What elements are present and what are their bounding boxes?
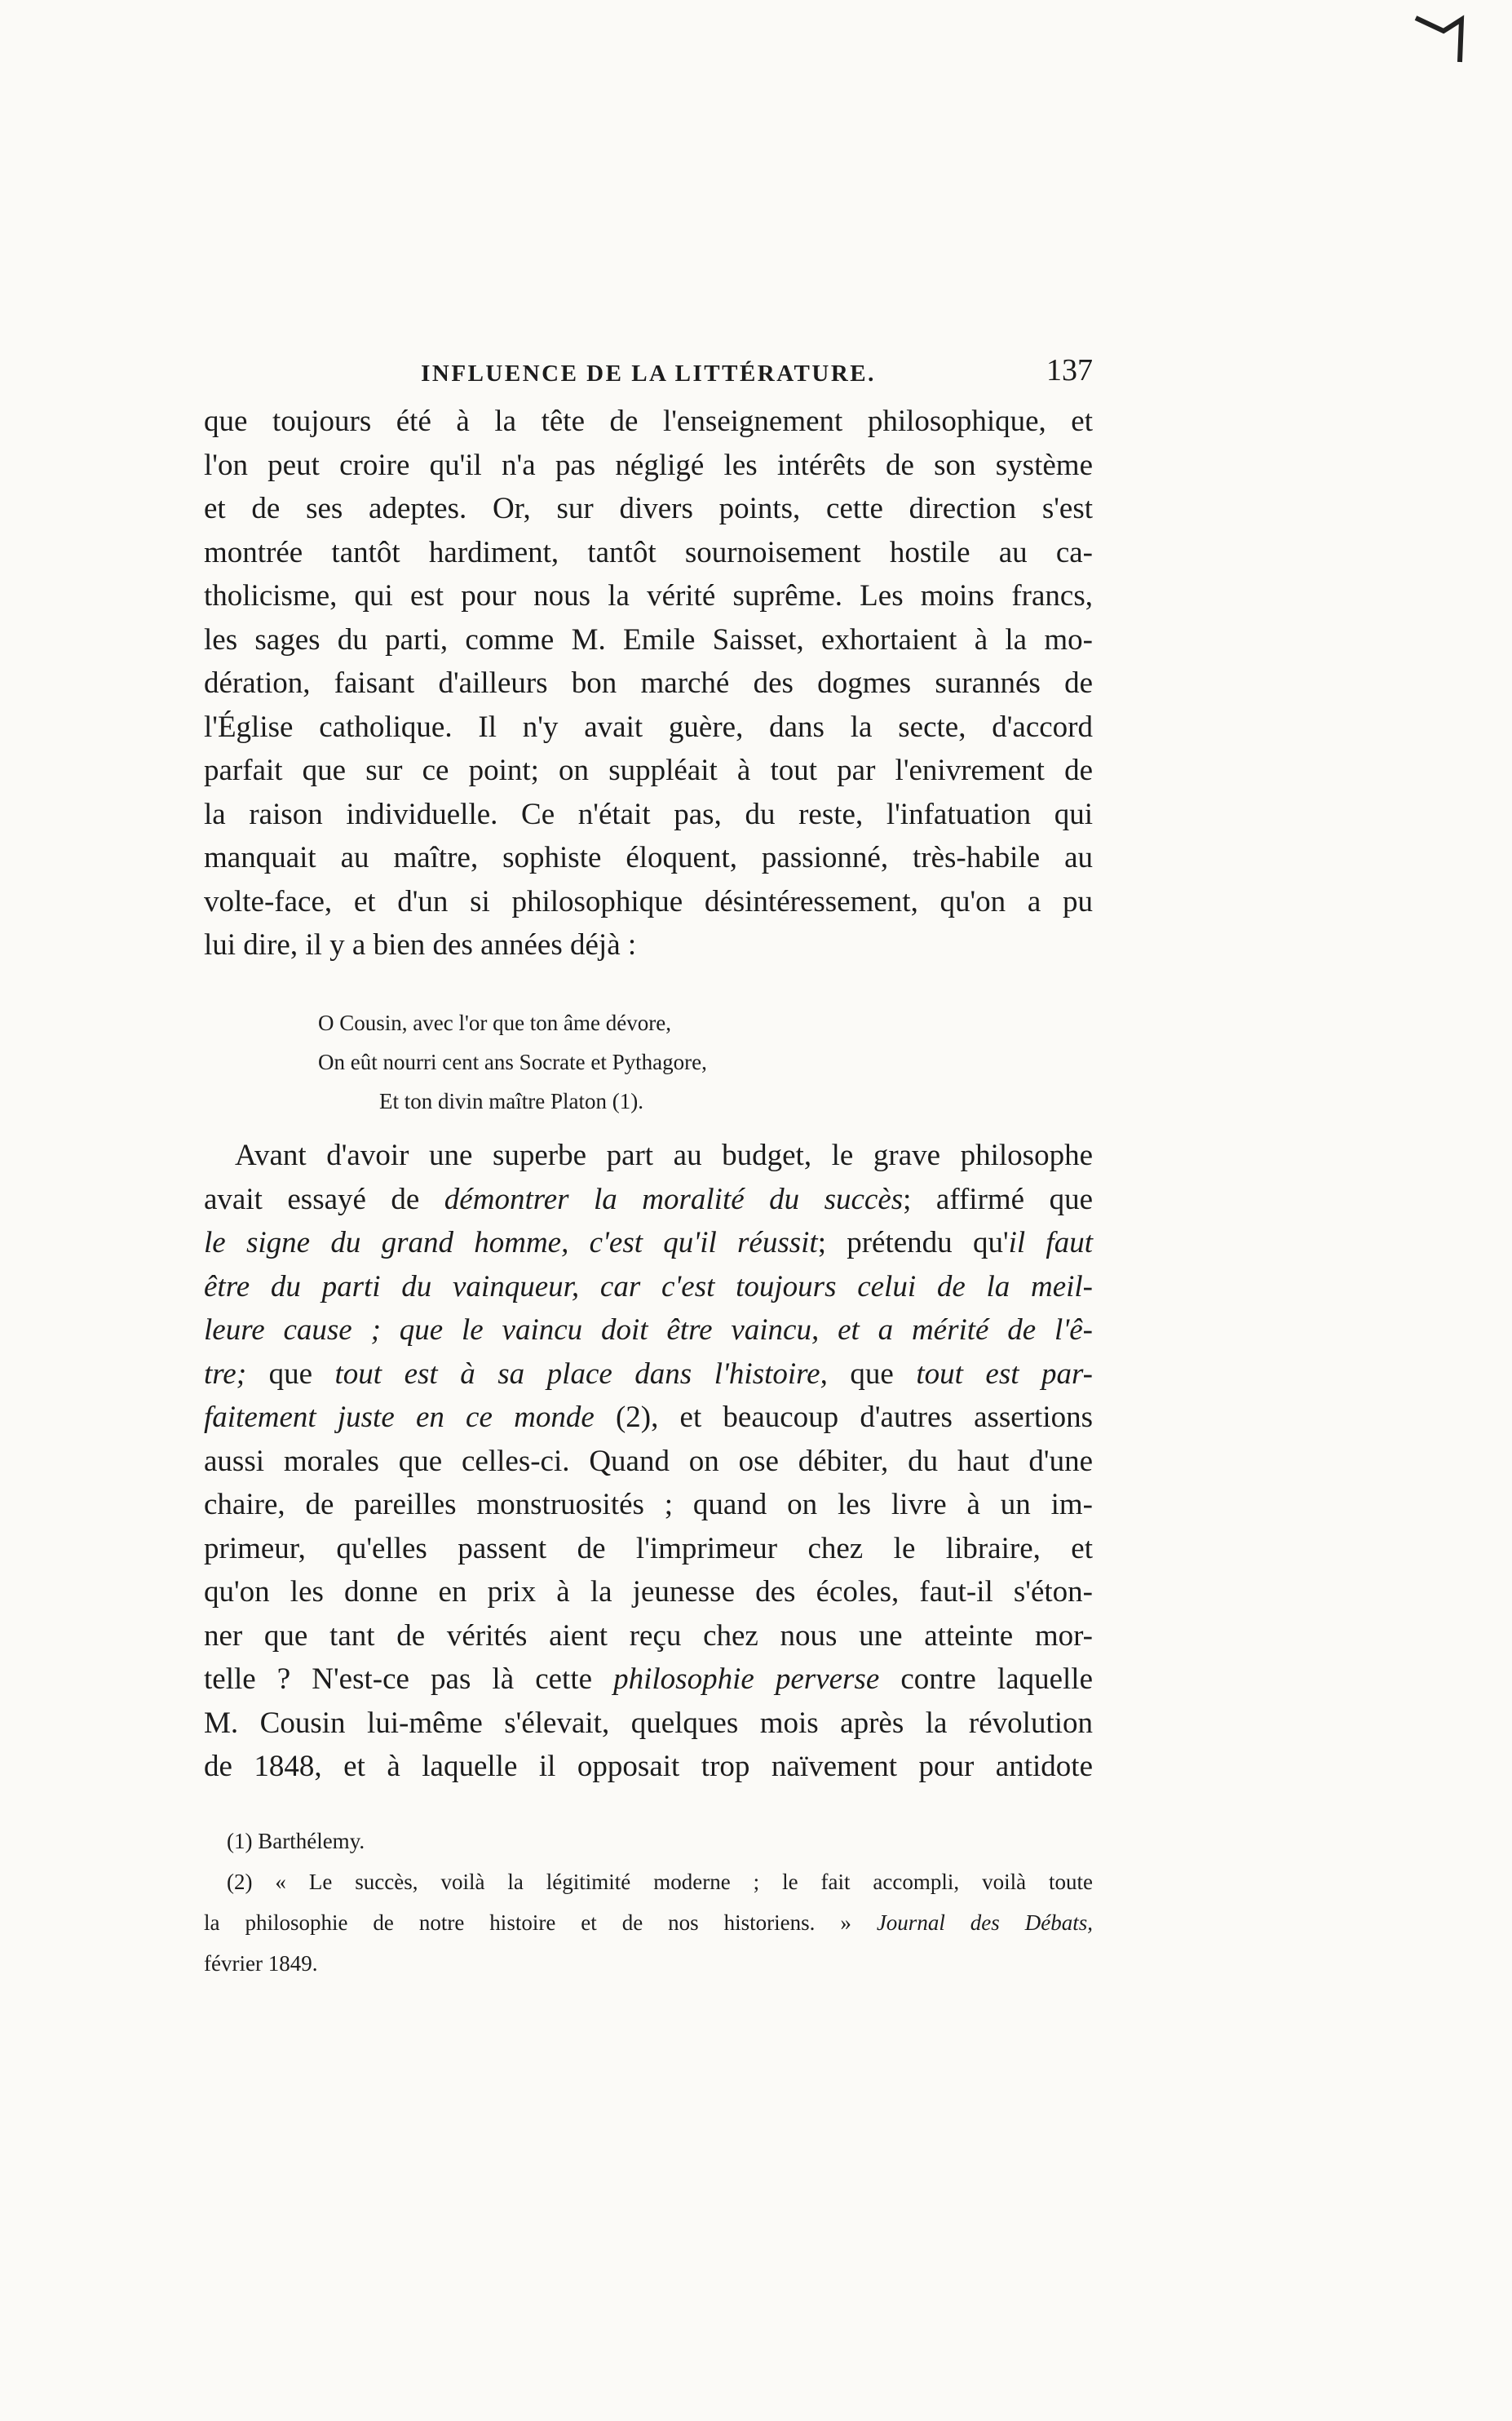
paragraph-2 bbox=[204, 1134, 1093, 1789]
text-line: la raison individuelle. Ce n'était pas, du reste, l'infatuation qui bbox=[204, 797, 1093, 831]
footnote-1: (1) Barthélemy. bbox=[227, 1829, 365, 1853]
italic-phrase: leure cause ; que le vaincu doit être vaincu, et a mérité de l'ê- bbox=[204, 1313, 1093, 1347]
text-line: tholicisme, qui est pour nous la vérité suprême. Les moins francs, bbox=[204, 579, 1093, 613]
text-line: que toujours été à la tête de l'enseignement philosophique, et bbox=[204, 405, 1093, 438]
text-line: montrée tantôt hardiment, tantôt sournoisement hostile au ca- bbox=[204, 535, 1093, 569]
text-line: et de ses adeptes. Or, sur divers points, cette direction s'est bbox=[204, 492, 1093, 525]
text-line bbox=[204, 1658, 1093, 1702]
text-line: l'Église catholique. Il n'y avait guère, dans la secte, d'accord bbox=[204, 710, 1093, 744]
verse-line-3: Et ton divin maître Platon (1). bbox=[379, 1089, 643, 1113]
italic-phrase: philosophie perverse bbox=[613, 1662, 880, 1696]
text-line: aussi morales que celles-ci. Quand on ose débiter, du haut d'une bbox=[204, 1444, 1093, 1478]
page-corner-mark bbox=[1411, 10, 1468, 67]
text-run: ; affirmé que bbox=[903, 1182, 1093, 1216]
text-line bbox=[204, 1396, 1093, 1440]
italic-phrase: tout est par- bbox=[916, 1357, 1094, 1391]
page-header bbox=[204, 352, 1093, 398]
running-head: INFLUENCE DE LA LITTÉRATURE. bbox=[421, 361, 876, 387]
text-run: contre laquelle bbox=[879, 1662, 1093, 1696]
text-line: de 1848, et à laquelle il opposait trop naïvement pour antidote bbox=[204, 1750, 1093, 1783]
verse-line-1: O Cousin, avec l'or que ton âme dévore, bbox=[318, 1011, 671, 1035]
text-line: lui dire, il y a bien des années déjà : bbox=[204, 928, 637, 962]
verse-line-2: On eût nourri cent ans Socrate et Pythagore, bbox=[318, 1050, 707, 1074]
italic-phrase: le signe du grand homme, c'est qu'il réussit bbox=[204, 1226, 818, 1259]
paragraph-1 bbox=[204, 400, 1093, 967]
text-line bbox=[204, 1352, 1093, 1396]
text-line bbox=[204, 1265, 1093, 1309]
text-line: l'on peut croire qu'il n'a pas négligé les intérêts de son système bbox=[204, 448, 1093, 482]
italic-phrase: tout est à sa place dans l'histoire, bbox=[334, 1357, 828, 1391]
text-line: Avant d'avoir une superbe part au budget, le grave philosophe bbox=[235, 1139, 1093, 1172]
text-run: que bbox=[246, 1357, 335, 1391]
footnote-2-line: (2) « Le succès, voilà la légitimité moderne ; le fait accompli, voilà toute bbox=[227, 1870, 1093, 1894]
footnote-2-line: février 1849. bbox=[204, 1951, 318, 1976]
text-line: dération, faisant d'ailleurs bon marché des dogmes surannés de bbox=[204, 666, 1093, 700]
page-number: 137 bbox=[1046, 353, 1093, 387]
italic-phrase: tre; bbox=[204, 1357, 247, 1391]
text-line: parfait que sur ce point; on suppléait à tout par l'enivrement de bbox=[204, 754, 1093, 787]
italic-phrase: être du parti du vainqueur, car c'est toujours celui de la meil- bbox=[204, 1269, 1093, 1303]
text-line bbox=[204, 1308, 1093, 1352]
text-line: M. Cousin lui-même s'élevait, quelques mois après la révolution bbox=[204, 1706, 1093, 1740]
text-run: la philosophie de notre histoire et de nos historiens. » bbox=[204, 1910, 877, 1935]
text-line: qu'on les donne en prix à la jeunesse des écoles, faut-il s'éton- bbox=[204, 1575, 1093, 1609]
text-line: volte-face, et d'un si philosophique désintéressement, qu'on a pu bbox=[204, 884, 1093, 918]
text-line: chaire, de pareilles monstruosités ; quand on les livre à un im- bbox=[204, 1488, 1093, 1521]
footnote-2-line bbox=[204, 1902, 1093, 1943]
text-run: telle ? N'est-ce pas là cette bbox=[204, 1662, 614, 1696]
text-run: (2), et beaucoup d'autres assertions bbox=[594, 1401, 1094, 1434]
footnotes bbox=[204, 1821, 1093, 1984]
text-run: ; prétendu qu' bbox=[817, 1226, 1009, 1259]
journal-title: Journal des Débats, bbox=[876, 1910, 1093, 1935]
text-run: que bbox=[827, 1357, 917, 1391]
text-line: les sages du parti, comme M. Emile Saisset, exhortaient à la mo- bbox=[204, 622, 1093, 657]
text-line: manquait au maître, sophiste éloquent, passionné, très-habile au bbox=[204, 841, 1093, 874]
text-run: avait essayé de bbox=[204, 1182, 444, 1216]
text-line bbox=[204, 1178, 1093, 1222]
italic-phrase: il faut bbox=[1008, 1226, 1093, 1259]
italic-phrase: démontrer la moralité du succès bbox=[444, 1182, 904, 1216]
text-line: primeur, qu'elles passent de l'imprimeur chez le libraire, et bbox=[204, 1531, 1093, 1565]
text-line: ner que tant de vérités aient reçu chez nous une atteinte mor- bbox=[204, 1618, 1093, 1653]
text-line bbox=[204, 1221, 1093, 1265]
italic-phrase: faitement juste en ce monde bbox=[204, 1401, 595, 1434]
